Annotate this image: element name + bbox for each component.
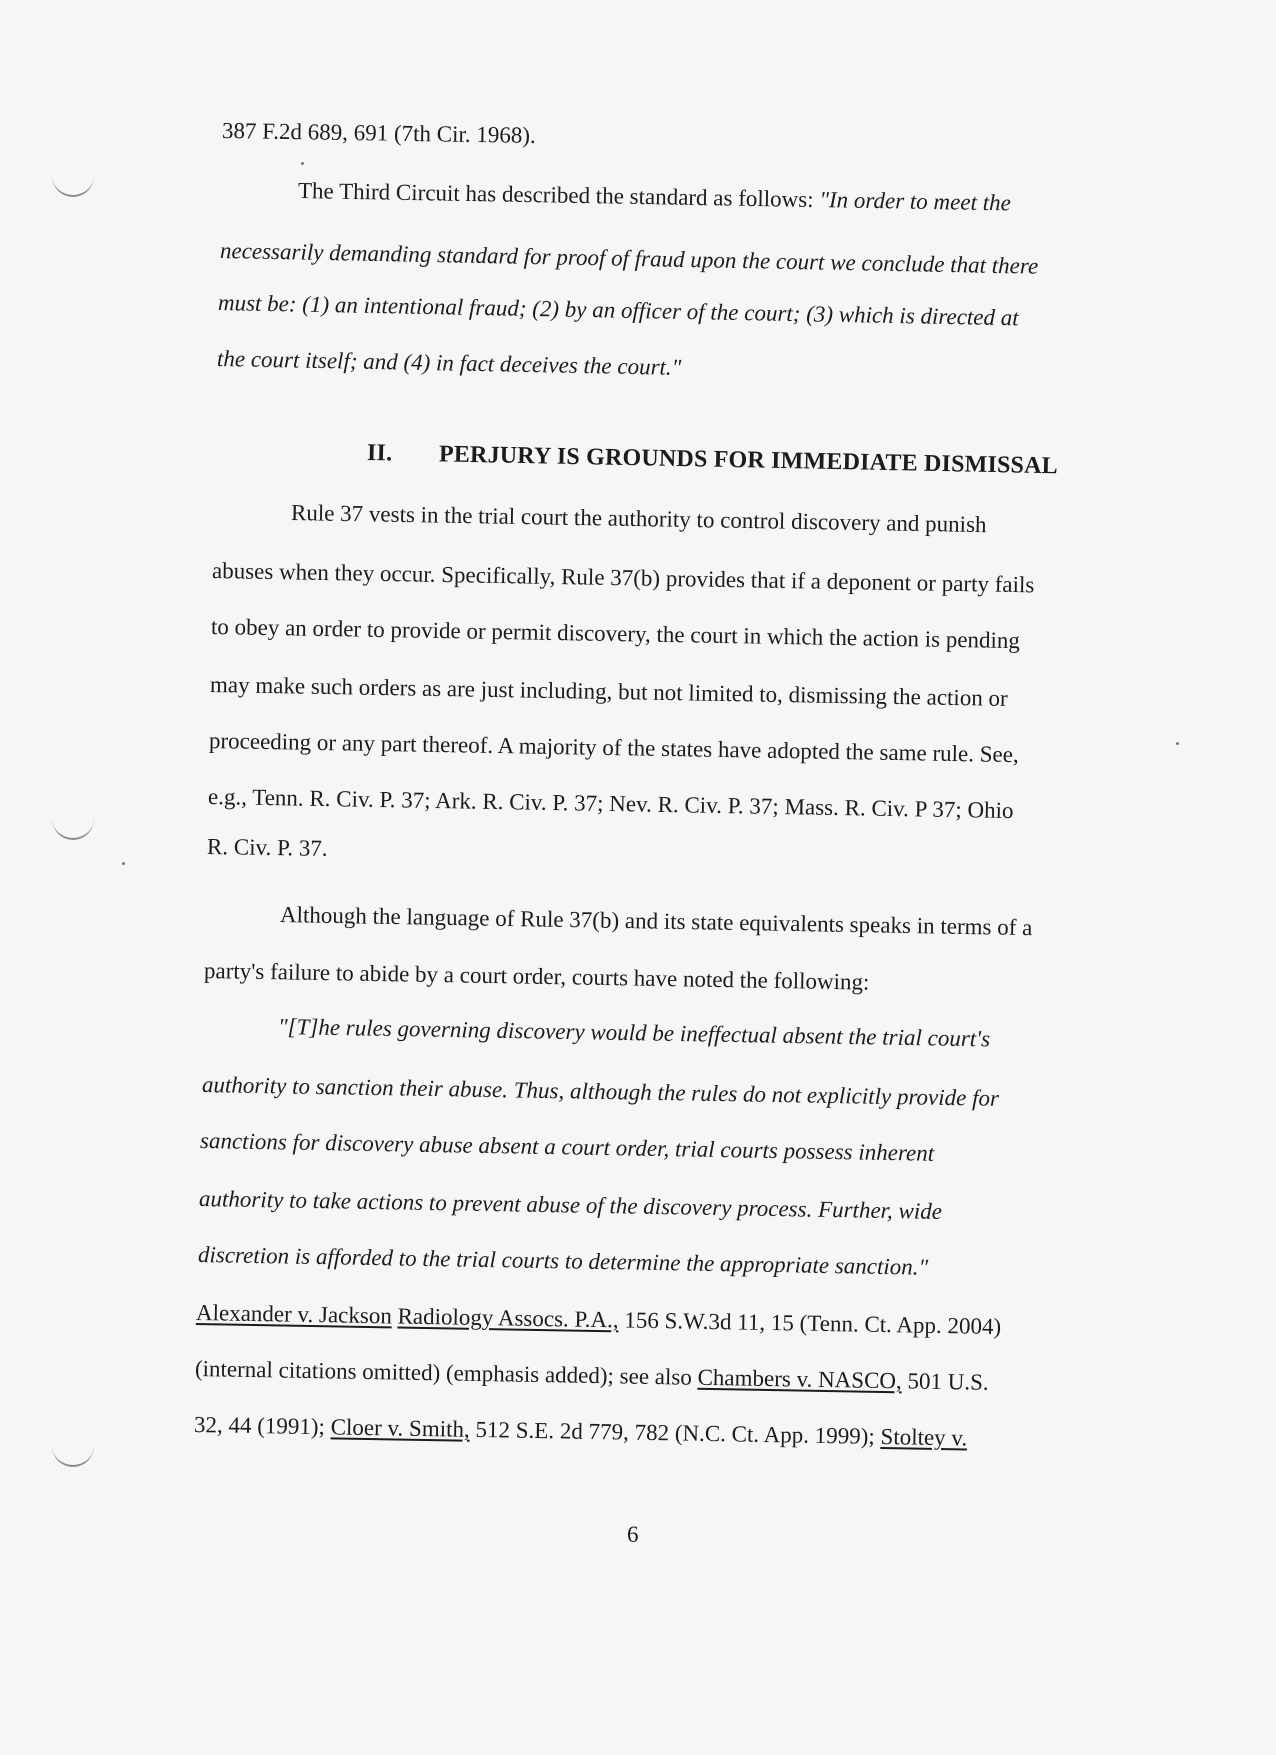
quote-line: authority to take actions to prevent abuse of the discovery process. Further, wide xyxy=(198,1186,943,1224)
text-line: party's failure to abide by a court order, courts have noted the following: xyxy=(203,958,870,995)
citation-line: 32, 44 (1991); Cloer v. Smith, 512 S.E. 2d 779, 782 (N.C. Ct. App. 1999); Stoltey v. xyxy=(193,1412,968,1451)
quote-line: sanctions for discovery abuse absent a court order, trial courts possess inherent xyxy=(199,1128,935,1166)
quote-line: authority to sanction their abuse. Thus, although the rules do not explicitly provide for xyxy=(201,1072,1000,1111)
citation-line: (internal citations omitted) (emphasis added); see also Chambers v. NASCO, 501 U.S. xyxy=(194,1356,989,1395)
text-line: The Third Circuit has described the standard as follows: "In order to meet the xyxy=(297,178,1012,216)
page-number: 6 xyxy=(627,1522,639,1547)
text-line: R. Civ. P. 37. xyxy=(206,834,328,861)
text-line: to obey an order to provide or permit discovery, the court in which the action is pending xyxy=(210,614,1021,654)
text-line: 387 F.2d 689, 691 (7th Cir. 1968). xyxy=(221,118,536,148)
text-line: proceeding or any part thereof. A majority of the states have adopted the same rule. See, xyxy=(208,728,1019,768)
quote-line: discretion is afforded to the trial courts to determine the appropriate sanction." xyxy=(197,1242,929,1280)
case-citation: Cloer v. Smith, xyxy=(330,1414,470,1442)
text-line: must be: (1) an intentional fraud; (2) by an officer of the court; (3) which is directed at xyxy=(217,290,1019,331)
case-citation: Radiology Assocs. P.A., xyxy=(397,1303,619,1333)
text-line: may make such orders as are just including, but not limited to, dismissing the action or xyxy=(209,672,1008,711)
text-line: e.g., Tenn. R. Civ. P. 37; Ark. R. Civ. P. 37; Nev. R. Civ. P. 37; Mass. R. Civ. P 37; Ohio xyxy=(207,784,1014,824)
binder-hole-mark xyxy=(52,165,94,197)
case-citation: Chambers v. NASCO, xyxy=(697,1364,903,1394)
section-heading: II. PERJURY IS GROUNDS FOR IMMEDIATE DISMISSAL xyxy=(366,440,1059,480)
text-line: abuses when they occur. Specifically, Rule 37(b) provides that if a deponent or party fails xyxy=(211,558,1035,598)
case-citation: Stoltey v. xyxy=(880,1423,968,1451)
citation-line: Alexander v. Jackson Radiology Assocs. P.A., 156 S.W.3d 11, 15 (Tenn. Ct. App. 2004) xyxy=(195,1300,1002,1340)
case-citation: Alexander v. Jackson xyxy=(195,1300,393,1329)
text-line: Rule 37 vests in the trial court the authority to control discovery and punish xyxy=(290,500,987,538)
scan-speck xyxy=(1176,742,1179,745)
scan-speck xyxy=(122,862,125,865)
quote-line: "[T]he rules governing discovery would be ineffectual absent the trial court's xyxy=(277,1014,991,1052)
text-line: the court itself; and (4) in fact deceives the court." xyxy=(216,346,682,380)
binder-hole-mark xyxy=(52,808,94,840)
scan-speck xyxy=(301,162,304,165)
text-line: necessarily demanding standard for proof of fraud upon the court we conclude that there xyxy=(219,238,1039,279)
binder-hole-mark xyxy=(52,1435,94,1467)
text-line: Although the language of Rule 37(b) and its state equivalents speaks in terms of a xyxy=(279,902,1033,941)
